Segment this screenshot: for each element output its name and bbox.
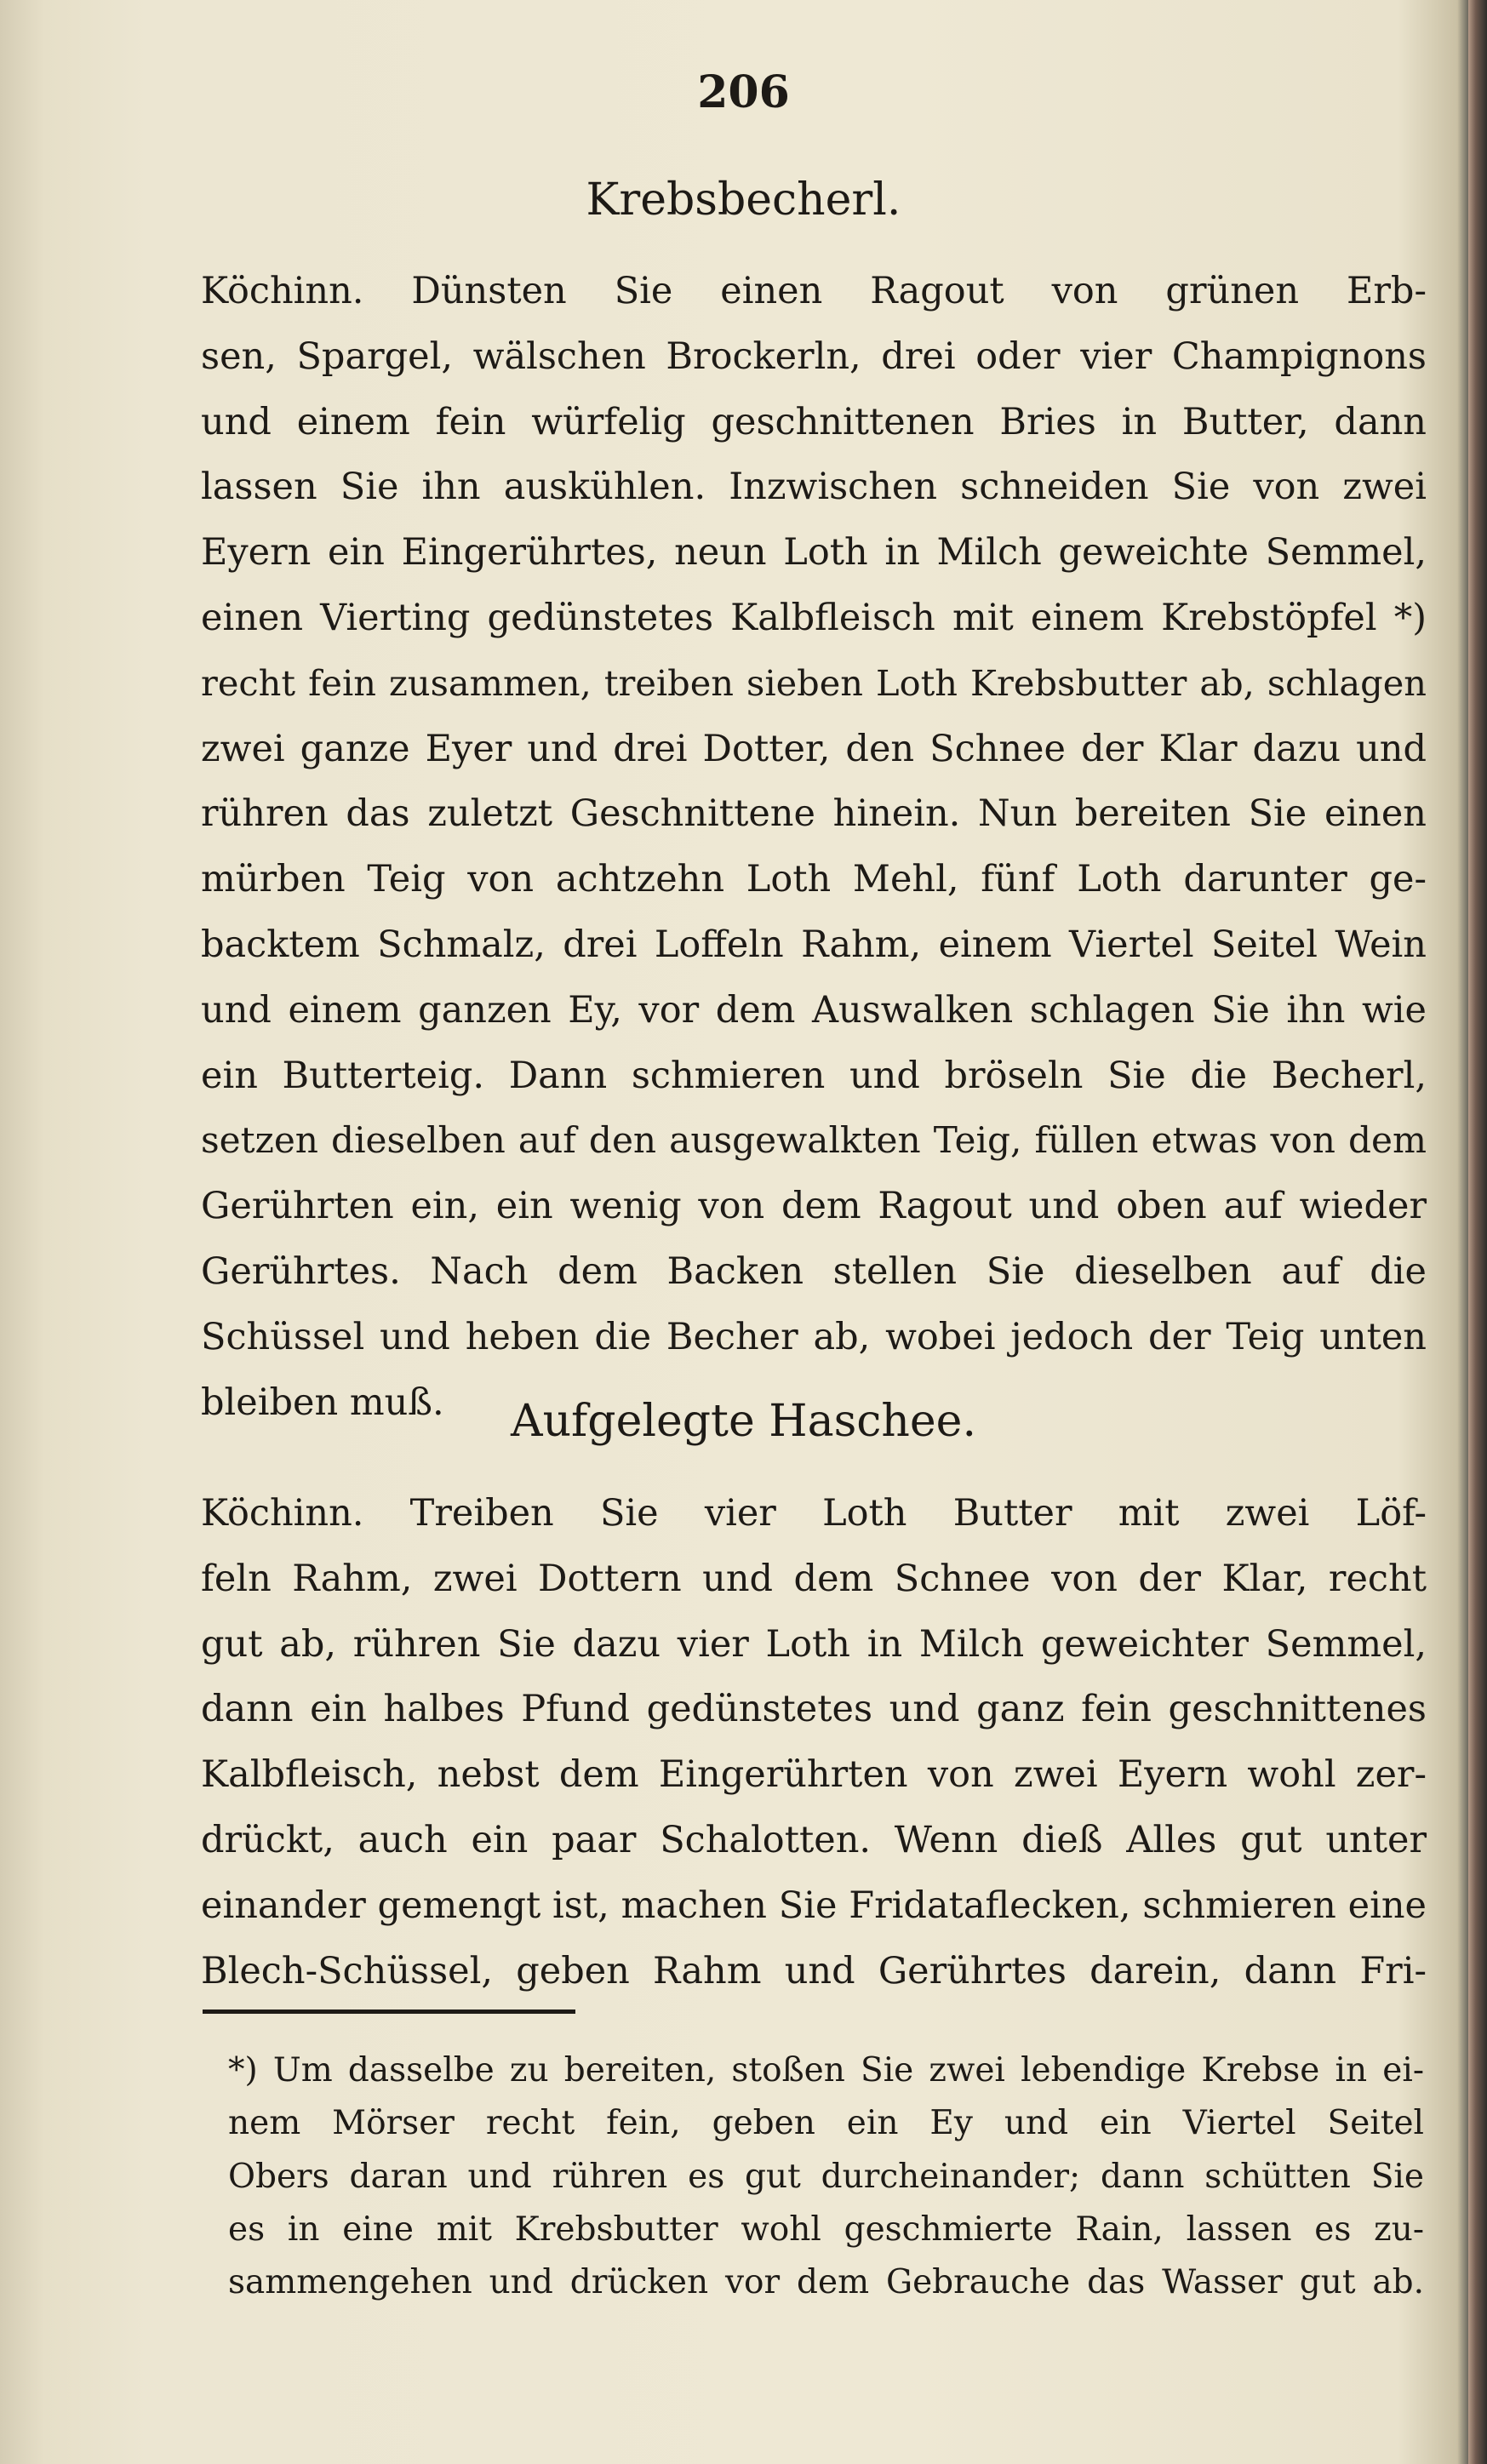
footnote	[228, 2044, 1424, 2309]
text-line: Köchinn. Treiben Sie vier Loth Butter mit zwei Löf-	[201, 1492, 1427, 1535]
text-line: zwei ganze Eyer und drei Dotter, den Schnee der Klar dazu und	[201, 727, 1427, 770]
footnote-line: es in eine mit Krebsbutter wohl geschmierte Rain, lassen es zu-	[228, 2210, 1424, 2249]
footnote-line: nem Mörser recht fein, geben ein Ey und ein Viertel Seitel	[228, 2104, 1424, 2143]
section-body-aufgelegte-haschee	[201, 1481, 1427, 2004]
footnote-line: Obers daran und rühren es gut durcheinander; dann schütten Sie	[228, 2157, 1424, 2196]
text-line: mürben Teig von achtzehn Loth Mehl, fünf Loth darunter ge-	[201, 858, 1427, 901]
text-line: bleiben muß.	[201, 1381, 444, 1424]
page-number: 206	[697, 66, 790, 118]
text-line: Gerührtes. Nach dem Backen stellen Sie dieselben auf die	[201, 1249, 1427, 1293]
text-line: sen, Spargel, wälschen Brockerln, drei oder vier Champignons	[201, 334, 1427, 378]
text-line: setzen dieselben auf den ausgewalkten Teig, füllen etwas von dem	[201, 1119, 1427, 1162]
text-line: recht fein zusammen, treiben sieben Loth Krebsbutter ab, schlagen	[201, 661, 1427, 704]
page-edge	[1468, 0, 1487, 2464]
section-body-krebsbecherl	[201, 259, 1427, 1435]
text-line: und einem ganzen Ey, vor dem Auswalken schlagen Sie ihn wie	[201, 988, 1427, 1032]
text-line: Schüssel und heben die Becher ab, wobei jedoch der Teig unten	[201, 1315, 1427, 1358]
text-line: Eyern ein Eingerührtes, neun Loth in Milch geweichte Semmel,	[201, 531, 1427, 575]
footnote-line: sammengehen und drücken vor dem Gebrauche das Wasser gut ab.	[228, 2263, 1424, 2302]
section-title-krebsbecherl: Krebsbecherl.	[586, 174, 901, 226]
text-line: drückt, auch ein paar Schalotten. Wenn dieß Alles gut unter	[201, 1818, 1427, 1861]
text-line: lassen Sie ihn auskühlen. Inzwischen schneiden Sie von zwei	[201, 466, 1427, 509]
text-line: und einem fein würfelig geschnittenen Bries in Butter, dann	[201, 400, 1427, 443]
text-line: Blech-Schüssel, geben Rahm und Gerührtes darein, dann Fri-	[201, 1949, 1427, 1992]
text-line: Kalbfleisch, nebst dem Eingerührten von zwei Eyern wohl zer-	[201, 1753, 1427, 1797]
text-line: feln Rahm, zwei Dottern und dem Schnee von der Klar, recht	[201, 1557, 1427, 1600]
text-line: dann ein halbes Pfund gedünstetes und ganz fein geschnittenes	[201, 1688, 1427, 1731]
text-line: Gerührten ein, ein wenig von dem Ragout und oben auf wieder	[201, 1185, 1427, 1228]
text-line: einander gemengt ist, machen Sie Fridataflecken, schmieren eine	[201, 1884, 1427, 1927]
text-line: backtem Schmalz, drei Loffeln Rahm, einem Viertel Seitel Wein	[201, 923, 1427, 966]
footnote-line: *) Um dasselbe zu bereiten, stoßen Sie zwei lebendige Krebse in ei-	[228, 2051, 1424, 2090]
footnote-divider	[203, 2010, 575, 2014]
text-line: ein Butterteig. Dann schmieren und bröseln Sie die Becherl,	[201, 1054, 1427, 1097]
text-line: gut ab, rühren Sie dazu vier Loth in Milch geweichter Semmel,	[201, 1622, 1427, 1666]
text-line: Köchinn. Dünsten Sie einen Ragout von grünen Erb-	[201, 270, 1427, 312]
section-title-aufgelegte-haschee: Aufgelegte Haschee.	[511, 1396, 976, 1447]
text-line: einen Vierting gedünstetes Kalbfleisch mit einem Krebstöpfel *)	[201, 596, 1427, 639]
text-line: rühren das zuletzt Geschnittene hinein. Nun bereiten Sie einen	[201, 792, 1427, 836]
